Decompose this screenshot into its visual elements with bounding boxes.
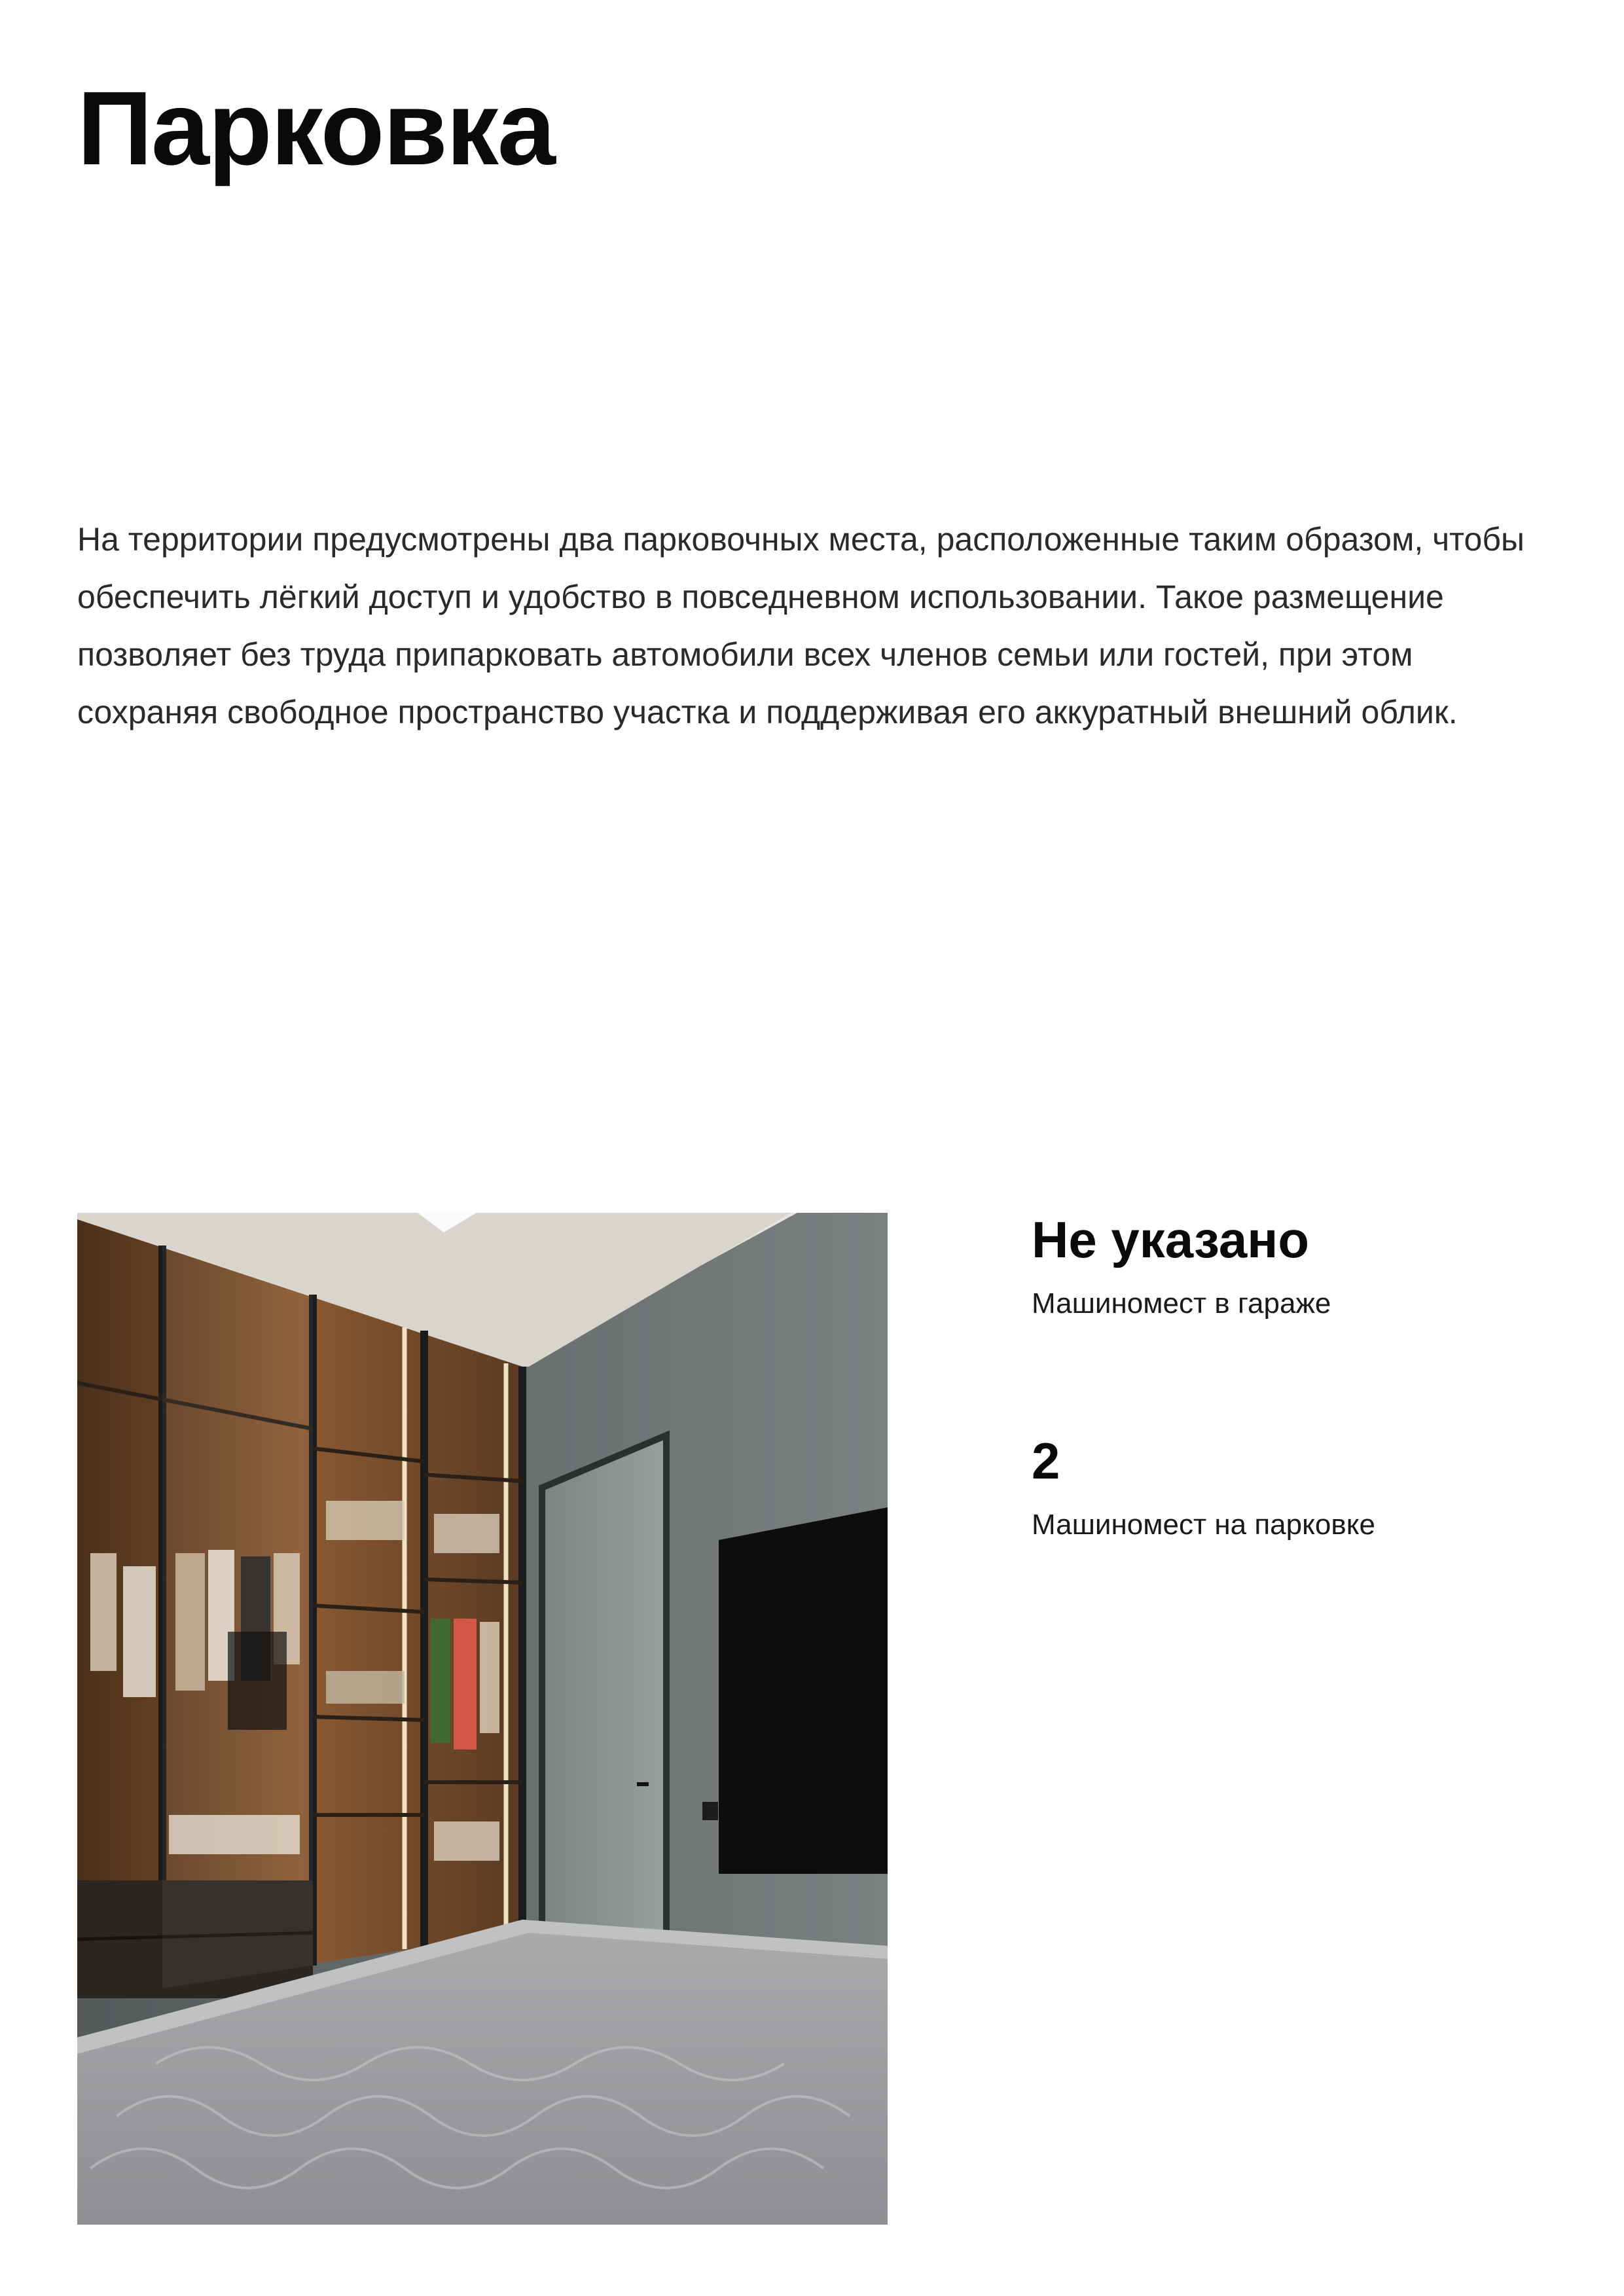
interior-photo — [77, 1213, 888, 2225]
stat-label: Машиномест на парковке — [1032, 1508, 1375, 1541]
parking-stats — [1032, 1210, 1555, 1543]
bedroom-wardrobe-photo-icon — [77, 1213, 888, 2225]
page-title: Парковка — [77, 69, 554, 187]
stat-label: Машиномест в гараже — [1032, 1287, 1331, 1319]
stat-value: Не указано — [1032, 1211, 1310, 1268]
description-text: На территории предусмотрены два парковочных места, расположенные таким образом, чтобы обеспечить лёгкий доступ и удобство в повседневном использовании. Такое размещение позволяет без труда припарковать автомобили всех членов семьи или гостей, при этом сохраняя свободное пространство участка и поддерживая его аккуратный внешний облик. — [77, 521, 1525, 730]
stat-parking-spaces — [1032, 1431, 1555, 1542]
stat-value: 2 — [1032, 1432, 1060, 1490]
stat-garage-spaces — [1032, 1210, 1555, 1321]
